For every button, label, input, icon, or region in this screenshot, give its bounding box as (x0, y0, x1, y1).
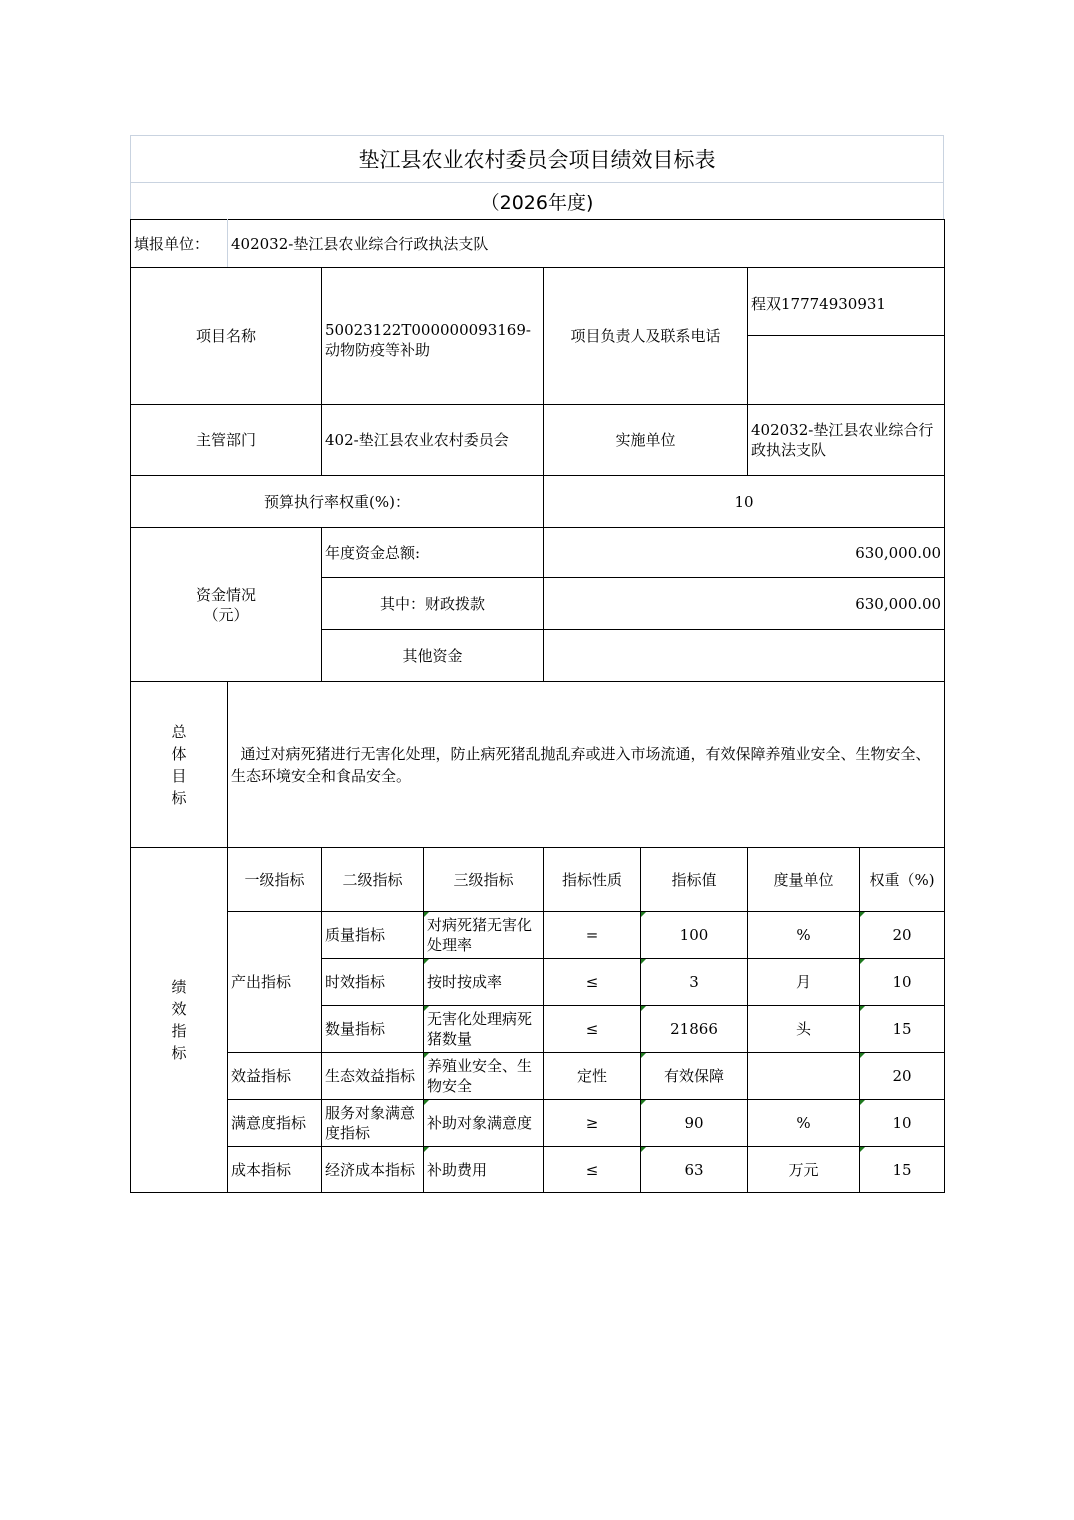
project-name-label: 项目名称 (131, 268, 322, 405)
indicator-nature: ≤ (544, 959, 641, 1006)
indicator-row (131, 912, 945, 959)
funds-total-label: 年度资金总额: (322, 528, 544, 578)
target-table (130, 219, 945, 1193)
indicator-weight: 10 (860, 1100, 945, 1147)
indicator-unit (748, 1053, 860, 1100)
funds-fiscal-value: 630,000.00 (544, 578, 945, 630)
indicator-level3: 补助费用 (424, 1147, 544, 1193)
overall-goal-label: 总 体 目 标 (131, 682, 228, 848)
filler-value: 402032-垫江县农业综合行政执法支队 (228, 220, 945, 268)
dept-label: 主管部门 (131, 405, 322, 476)
project-manager-value: 程双17774930931 (748, 268, 945, 336)
indicator-level3: 养殖业安全、生物安全 (424, 1053, 544, 1100)
header-level3: 三级指标 (424, 848, 544, 912)
indicator-unit: % (748, 1100, 860, 1147)
indicators-label: 绩 效 指 标 (131, 848, 228, 1193)
indicator-nature: 定性 (544, 1053, 641, 1100)
indicator-unit: % (748, 912, 860, 959)
indicator-value: 21866 (641, 1006, 748, 1053)
indicator-level2: 服务对象满意度指标 (322, 1100, 424, 1147)
indicator-value: 63 (641, 1147, 748, 1193)
funds-other-value (544, 630, 945, 682)
indicator-weight: 20 (860, 1053, 945, 1100)
indicator-value: 90 (641, 1100, 748, 1147)
indicator-level1: 产出指标 (228, 912, 322, 1053)
performance-target-sheet (130, 135, 944, 1193)
indicator-row (131, 1053, 945, 1100)
indicator-nature: ≥ (544, 1100, 641, 1147)
indicator-level2: 质量指标 (322, 912, 424, 959)
filler-label: 填报单位： (131, 220, 228, 268)
funds-label: 资金情况 （元） (131, 528, 322, 682)
funds-total-value: 630,000.00 (544, 528, 945, 578)
indicator-nature: ≤ (544, 1147, 641, 1193)
indicator-row (131, 1100, 945, 1147)
indicator-level1: 满意度指标 (228, 1100, 322, 1147)
indicator-level3: 对病死猪无害化处理率 (424, 912, 544, 959)
indicator-unit: 月 (748, 959, 860, 1006)
indicator-level2: 经济成本指标 (322, 1147, 424, 1193)
indicator-value: 3 (641, 959, 748, 1006)
header-nature: 指标性质 (544, 848, 641, 912)
project-name-value: 50023122T000000093169-动物防疫等补助 (322, 268, 544, 405)
indicator-level3: 无害化处理病死猪数量 (424, 1006, 544, 1053)
indicator-level2: 生态效益指标 (322, 1053, 424, 1100)
indicator-value: 100 (641, 912, 748, 959)
header-unit: 度量单位 (748, 848, 860, 912)
overall-goal-text: 通过对病死猪进行无害化处理，防止病死猪乱抛乱弃或进入市场流通，有效保障养殖业安全、生物安全、生态环境安全和食品安全。 (228, 682, 945, 848)
indicator-weight: 15 (860, 1006, 945, 1053)
project-manager-label: 项目负责人及联系电话 (544, 268, 748, 405)
indicator-level2: 数量指标 (322, 1006, 424, 1053)
funds-other-label: 其他资金 (322, 630, 544, 682)
indicator-level3: 补助对象满意度 (424, 1100, 544, 1147)
header-level2: 二级指标 (322, 848, 424, 912)
indicator-level2: 时效指标 (322, 959, 424, 1006)
indicator-nature: ≤ (544, 1006, 641, 1053)
header-level1: 一级指标 (228, 848, 322, 912)
project-manager-value-2 (748, 336, 945, 405)
header-weight: 权重（%) (860, 848, 945, 912)
indicator-level1: 成本指标 (228, 1147, 322, 1193)
impl-unit-value: 402032-垫江县农业综合行政执法支队 (748, 405, 945, 476)
indicator-unit: 头 (748, 1006, 860, 1053)
indicator-level3: 按时按成率 (424, 959, 544, 1006)
indicator-level1: 效益指标 (228, 1053, 322, 1100)
indicator-weight: 20 (860, 912, 945, 959)
sheet-title: 垫江县农业农村委员会项目绩效目标表 (130, 135, 944, 183)
funds-fiscal-label: 其中：财政拨款 (322, 578, 544, 630)
budget-weight-value: 10 (544, 476, 945, 528)
indicator-value: 有效保障 (641, 1053, 748, 1100)
indicator-nature: = (544, 912, 641, 959)
sheet-year: （2026年度) (130, 183, 944, 219)
indicator-weight: 10 (860, 959, 945, 1006)
indicator-weight: 15 (860, 1147, 945, 1193)
header-value: 指标值 (641, 848, 748, 912)
dept-value: 402-垫江县农业农村委员会 (322, 405, 544, 476)
budget-weight-label: 预算执行率权重(%)： (131, 476, 544, 528)
indicator-unit: 万元 (748, 1147, 860, 1193)
impl-unit-label: 实施单位 (544, 405, 748, 476)
indicator-row (131, 1147, 945, 1193)
